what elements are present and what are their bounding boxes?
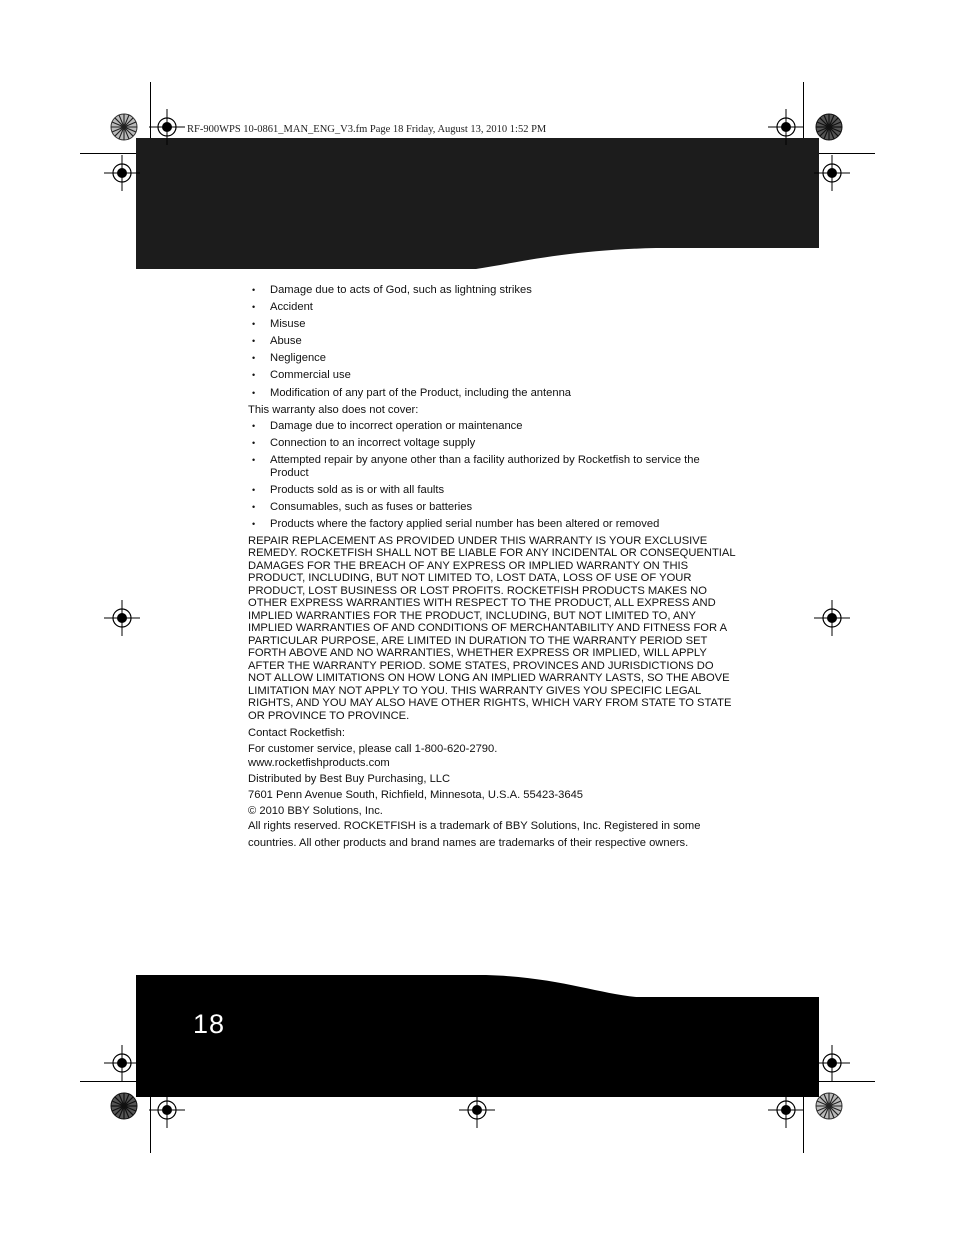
list-item: • Abuse — [248, 335, 740, 348]
warranty-content — [248, 284, 740, 855]
registration-mark-icon — [149, 1092, 185, 1128]
list-item: • Negligence — [248, 352, 740, 365]
list-item: • Connection to an incorrect voltage supply — [248, 437, 740, 450]
not-cover-intro: This warranty also does not cover: — [248, 403, 419, 416]
footer-band — [136, 975, 819, 1097]
page-number: 18 — [193, 1009, 226, 1039]
registration-mark-icon — [814, 1045, 850, 1081]
not-covered-list — [248, 420, 740, 531]
starburst-target-icon — [110, 1092, 138, 1120]
trademark-line-1: All rights reserved. ROCKETFISH is a trademark of BBY Solutions, Inc. Registered in some — [248, 820, 701, 833]
copyright: © 2010 BBY Solutions, Inc. — [248, 804, 383, 817]
list-item: • Products sold as is or with all faults — [248, 484, 740, 497]
customer-service-phone: For customer service, please call 1-800-620-2790. — [248, 743, 498, 755]
list-item: • Accident — [248, 301, 740, 314]
list-item: • Misuse — [248, 318, 740, 331]
list-item: • Products where the factory applied serial number has been altered or removed — [248, 518, 740, 531]
crop-mark — [819, 153, 875, 154]
starburst-target-icon — [110, 113, 138, 141]
list-item: • Damage due to acts of God, such as lightning strikes — [248, 284, 740, 297]
registration-mark-icon — [768, 109, 804, 145]
distributor: Distributed by Best Buy Purchasing, LLC — [248, 772, 451, 785]
address: 7601 Penn Avenue South, Richfield, Minnesota, U.S.A. 55423-3645 — [248, 788, 584, 801]
crop-mark — [80, 153, 136, 154]
list-item: • Damage due to incorrect operation or maintenance — [248, 420, 740, 433]
registration-mark-icon — [814, 155, 850, 191]
list-item: • Modification of any part of the Product, including the antenna — [248, 387, 740, 400]
trademark-line-2: countries. All other products and brand names are trademarks of their respective owners. — [248, 837, 689, 850]
list-item: • Consumables, such as fuses or batteries — [248, 501, 740, 514]
header-band — [136, 138, 819, 269]
starburst-target-icon — [815, 1092, 843, 1120]
crop-mark — [819, 1081, 875, 1082]
registration-mark-icon — [814, 600, 850, 636]
crop-mark — [80, 1081, 136, 1082]
registration-mark-icon — [104, 600, 140, 636]
starburst-target-icon — [815, 113, 843, 141]
list-item: • Commercial use — [248, 369, 740, 382]
list-item: • Attempted repair by anyone other than a facility authorized by Rocketfish to service the Product — [248, 454, 740, 479]
website-url: www.rocketfishproducts.com — [248, 756, 390, 769]
contact-heading: Contact Rocketfish: — [248, 726, 346, 739]
excluded-causes-list — [248, 284, 740, 399]
registration-mark-icon — [104, 155, 140, 191]
registration-mark-icon — [104, 1045, 140, 1081]
file-slug: RF-900WPS 10-0861_MAN_ENG_V3.fm Page 18 Friday, August 13, 2010 1:52 PM — [187, 124, 547, 135]
liability-disclaimer: REPAIR REPLACEMENT AS PROVIDED UNDER THIS WARRANTY IS YOUR EXCLUSIVE REMEDY. ROCKETFISH SHALL NOT BE LIABLE FOR ANY INCIDENTAL OR CONSEQUENTIAL DAMAGES FOR THE BREACH OF ANY EXPRESS OR IMPLIED WARRANTY ON THIS PRODUCT, INCLUDING, BUT NOT LIMITED TO, LOST DATA, LOSS OF USE OF YOUR PRODUCT, LOST BUSINESS OR LOST PROFITS. ROCKETFISH PRODUCTS MAKES NO OTHER EXPRESS WARRANTIES WITH RESPECT TO THE PRODUCT, ALL EXPRESS AND IMPLIED WARRANTIES FOR THE PRODUCT, INCLUDING, BUT NOT LIMITED TO, ANY IMPLIED WARRANTIES OF AND CONDITIONS OF MERCHANTABILITY AND FITNESS FOR A PARTICULAR PURPOSE, ARE LIMITED IN DURATION TO THE WARRANTY PERIOD SET FORTH ABOVE AND NO WARRANTIES, WHETHER EXPRESS OR IMPLIED, WILL APPLY AFTER THE WARRANTY PERIOD. SOME STATES, PROVINCES AND JURISDICTIONS DO NOT ALLOW LIMITATIONS ON HOW LONG AN IMPLIED WARRANTY LASTS, SO THE ABOVE LIMITATION MAY NOT APPLY TO YOU. THIS WARRANTY GIVES YOU SPECIFIC LEGAL RIGHTS, AND YOU MAY ALSO HAVE OTHER RIGHTS, WHICH VARY FROM STATE TO STATE OR PROVINCE TO PROVINCE. — [248, 534, 736, 722]
registration-mark-icon — [768, 1092, 804, 1128]
registration-mark-icon — [149, 109, 185, 145]
registration-mark-icon — [459, 1092, 495, 1128]
